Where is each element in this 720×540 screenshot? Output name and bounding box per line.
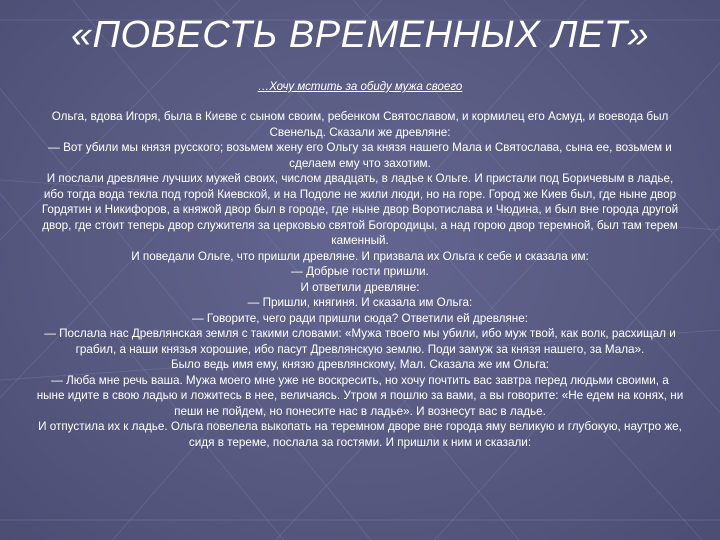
slide-body — [36, 109, 684, 450]
paragraph: — Люба мне речь ваша. Мужа моего мне уже не воскресить, но хочу почтить вас завтра перед людьми своими, а ныне идите в свою ладью и ложитесь в нее, величаясь. Утром я пошлю за вами, а вы говорите: «Не едем на конях, ни пеши не пойдем, но понесите нас в ладье». И вознесут вас в ладье. — [36, 373, 684, 418]
paragraph: И ответили древляне: — [300, 280, 420, 294]
paragraph: Было ведь имя ему, князю древлянскому, Мал. Сказала же им Ольга: — [170, 358, 550, 371]
slide-subtitle: …Хочу мстить за обиду мужа своего — [257, 81, 463, 93]
paragraph: Ольга, вдова Игоря, была в Киеве с сыном своим, ребенком Святославом, и кормилец его Асмуд, и воевода был Свенельд. Сказали же древляне: — [51, 110, 669, 139]
paragraph: — Говорите, чего ради пришли сюда? Ответили ей древляне: — [192, 311, 528, 325]
paragraph: И отпустила их к ладье. Ольга повелела выкопать на теремном дворе вне города яму великую и глубокую, наутро же, сидя в тереме, послала за гостями. И пришли к ним и сказали: — [38, 420, 682, 449]
paragraph: И поведали Ольге, что пришли древляне. И призвала их Ольга к себе и сказала им: — [131, 249, 589, 263]
paragraph: И послали древляне лучших мужей своих, числом двадцать, в ладье к Ольге. И пристали под Боричевым в ладье, ибо тогда вода текла под горой Киевской, и на Подоле не жили люди, но на горе. Город же Киев был, где ныне двор Гордятин и Никифоров, а княжой двор был в городе, где ныне двор Воротислава и Чюдина, и был вне города другой двор, где стоит теперь двор служителя за церковью святой Богородицы, а над горою двор теремной, был там терем каменный. — [41, 172, 679, 247]
paragraph: — Пришли, княгиня. И сказала им Ольга: — [247, 296, 473, 309]
paragraph: — Вот убили мы князя русского; возьмем жену его Ольгу за князя нашего Мала и Святослава, сына ее, возьмем и сделаем ему что захотим. — [48, 141, 672, 170]
paragraph: — Послала нас Древлянская земля с такими словами: «Мужа твоего мы убили, ибо муж твой, как волк, расхищал и грабил, а наши князья хорошие, ибо пасут Древлянскую землю. Поди замуж за князя нашего, за Мала». — [44, 327, 676, 356]
slide-title: «ПОВЕСТЬ ВРЕМЕННЫХ ЛЕТ» — [70, 14, 650, 56]
paragraph: — Добрые гости пришли. — [291, 265, 429, 278]
